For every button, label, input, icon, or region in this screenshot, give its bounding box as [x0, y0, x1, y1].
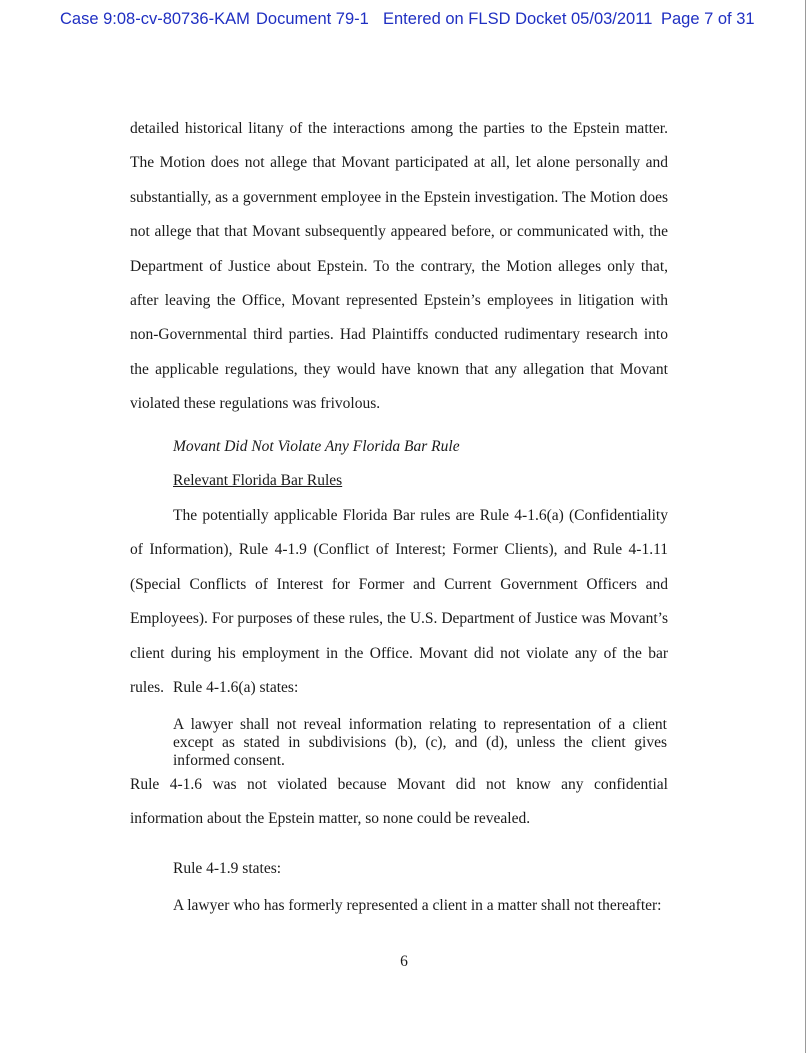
rule-419-intro: Rule 4-1.9 states:: [173, 860, 282, 877]
section-heading: Movant Did Not Violate Any Florida Bar Rule: [173, 438, 460, 455]
subsection-heading: Relevant Florida Bar Rules: [173, 472, 343, 489]
docket-entry: Entered on FLSD Docket 05/03/2011: [383, 10, 653, 28]
paragraph-regulations: detailed historical litany of the interactions among the parties to the Epstein matter. The Motion does not allege that Movant participated at all, let alone personally and substantially, as a government employee in the Epstein investigation. The Motion does not allege that that Movant subsequently appeared before, or communicated with, the Department of Justice about Epstein. To the contrary, the Motion alleges only that, after leaving the Office, Movant represented Epstein’s employees in litigation with non-Governmental third parties. Had Plaintiffs conducted rudimentary research into the applicable regulations, they would have known that any allegation that Movant violated these regulations was frivolous.: [130, 120, 668, 413]
paragraph-bar-rules: The potentially applicable Florida Bar rules are Rule 4-1.6(a) (Confidentiality of Information), Rule 4-1.9 (Conflict of Interest; Former Clients), and Rule 4-1.11 (Special Conflicts of Interest for Former and Current Government Officers and Employees). For purposes of these rules, the U.S. Department of Justice was Movant’s client during his employment in the Office. Movant did not violate any of the bar rules.: [130, 507, 668, 697]
page-edge: [805, 0, 806, 1053]
page-count: Page 7 of 31: [661, 10, 755, 28]
page-number: 6: [400, 953, 408, 970]
rule-416-quote: A lawyer shall not reveal information relating to representation of a client except as stated in subdivisions (b), (c), and (d), unless the client gives informed consent.: [173, 716, 667, 769]
paragraph-rule-416: Rule 4-1.6 was not violated because Movant did not know any confidential information about the Epstein matter, so none could be revealed.: [130, 776, 668, 828]
rule-419-quote: A lawyer who has formerly represented a client in a matter shall not thereafter:: [173, 897, 662, 914]
rule-416-intro: Rule 4-1.6(a) states:: [173, 679, 299, 696]
case-number: Case 9:08-cv-80736-KAM: [60, 10, 250, 28]
document-number: Document 79-1: [256, 10, 369, 28]
